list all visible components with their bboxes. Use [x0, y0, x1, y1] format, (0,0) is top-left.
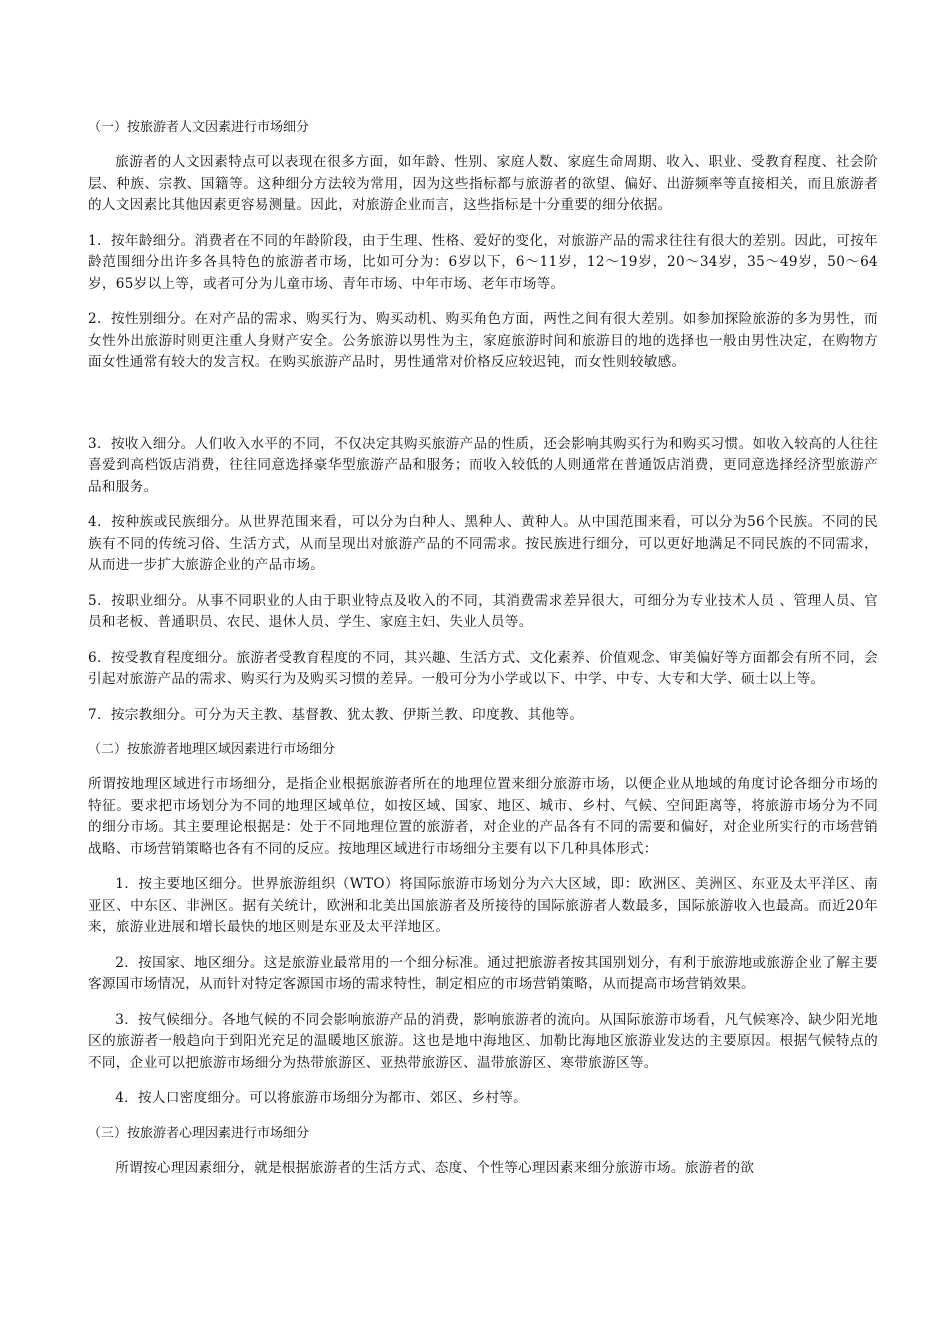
list-item-ethnicity: 4．按种族或民族细分。从世界范围来看，可以分为白种人、黑种人、黄种人。从中国范围来看，可以分为56个民族。不同的民族有不同的传统习俗、生活方式，从而呈现出对旅游产品的不同需求。按民族进行细分，可以更好地满足不同民族的不同需求，从而进一步扩大旅游企业的产品市场。 [88, 514, 878, 573]
section-intro-psychological: 所谓按心理因素细分，就是根据旅游者的生活方式、态度、个性等心理因素来细分旅游市场。旅游者的欲 [115, 1159, 755, 1176]
section-heading-psychological: （三）按旅游者心理因素进行市场细分 [88, 1125, 310, 1141]
list-item-occupation: 5．按职业细分。从事不同职业的人由于职业特点及收入的不同，其消费需求差异很大，可细分为专业技术人员 、管理人员、官员和老板、普通职员、农民、退休人员、学生、家庭主妇、失业人员等。 [88, 592, 878, 630]
document-page [88, 118, 878, 1193]
list-item-country: 2．按国家、地区细分。这是旅游业最常用的一个细分标准。通过把旅游者按其国别划分，有利于旅游地或旅游企业了解主要客源国市场情况，从而针对特定客源国市场的需求特性，制定相应的市场营销策略，从而提高市场营销效果。 [88, 954, 878, 992]
section-heading-humanistic: （一）按旅游者人文因素进行市场细分 [88, 120, 310, 135]
list-item-region: 1．按主要地区细分。世界旅游组织（WTO）将国际旅游市场划分为六大区域，即：欧洲区、美洲区、东亚及太平洋区、南亚区、中东区、非洲区。据有关统计，欧洲和北美出国旅游者及所接待的国际旅游者人数最多，国际旅游收入也最高。而近20年来，旅游业进展和增长最快的地区则是东亚及太平洋地区。 [88, 876, 878, 935]
section-intro-geographic: 所谓按地理区域进行市场细分，是指企业根据旅游者所在的地理位置来细分旅游市场，以便企业从地域的角度讨论各细分市场的特征。要求把市场划分为不同的地理区域单位，如按区域、国家、地区、城市、乡村、气候、空间距离等，将旅游市场分为不同的细分市场。其主要理论根据是：处于不同地理位置的旅游者，对企业的产品各有不同的需要和偏好，对企业所实行的市场营销战略、市场营销策略也各有不同的反应。按地理区域进行市场细分主要有以下几种具体形式： [88, 776, 878, 857]
list-item-religion: 7．按宗教细分。可分为天主教、基督教、犹太教、伊斯兰教、印度教、其他等。 [88, 706, 584, 723]
list-item-education: 6．按受教育程度细分。旅游者受教育程度的不同，其兴趣、生活方式、文化素养、价值观念、审美偏好等方面都会有所不同，会引起对旅游产品的需求、购买行为及购买习惯的差异。一般可分为小学或以下、中学、中专、大专和大学、硕士以上等。 [88, 649, 878, 687]
list-item-gender: 2．按性别细分。在对产品的需求、购买行为、购买动机、购买角色方面，两性之间有很大差别。如参加探险旅游的多为男性，而女性外出旅游时则更注重人身财产安全。公务旅游以男性为主，家庭旅游时间和旅游目的地的选择也一般由男性决定，在购物方面女性通常有较大的发言权。在购买旅游产品时，男性通常对价格反应较迟钝，而女性则较敏感。 [88, 311, 878, 370]
list-item-density: 4．按人口密度细分。可以将旅游市场细分为都市、郊区、乡村等。 [115, 1090, 528, 1106]
list-item-age: 1．按年龄细分。消费者在不同的年龄阶段，由于生理、性格、爱好的变化，对旅游产品的需求往往有很大的差别。因此，可按年龄范围细分出许多各具特色的旅游者市场，比如可分为：6岁以下，6～11岁，12～19岁，20～34岁，35～49岁，50～64岁，65岁以上等，或者可分为儿童市场、青年市场、中年市场、老年市场等。 [88, 232, 878, 292]
list-item-climate: 3．按气候细分。各地气候的不同会影响旅游产品的消费，影响旅游者的流向。从国际旅游市场看，凡气候寒冷、缺少阳光地区的旅游者一般趋向于到阳光充足的温暖地区旅游。这也是地中海地区、加勒比海地区旅游业发达的主要原因。根据气候特点的不同，企业可以把旅游市场细分为热带旅游区、亚热带旅游区、温带旅游区、寒带旅游区等。 [88, 1011, 878, 1071]
list-item-income: 3．按收入细分。人们收入水平的不同，不仅决定其购买旅游产品的性质，还会影响其购买行为和购买习惯。如收入较高的人往往喜爱到高档饭店消费，往往同意选择豪华型旅游产品和服务；而收入较低的人则通常在普通饭店消费，更同意选择经济型旅游产品和服务。 [88, 435, 878, 495]
section-heading-geographic: （二）按旅游者地理区域因素进行市场细分 [88, 742, 336, 757]
section-intro-humanistic: 旅游者的人文因素特点可以表现在很多方面，如年龄、性别、家庭人数、家庭生命周期、收入、职业、受教育程度、社会阶层、种族、宗教、国籍等。这种细分方法较为常用，因为这些指标都与旅游者的欲望、偏好、出游频率等直接相关，而且旅游者的人文因素比其他因素更容易测量。因此，对旅游企业而言，这些指标是十分重要的细分依据。 [88, 154, 878, 213]
